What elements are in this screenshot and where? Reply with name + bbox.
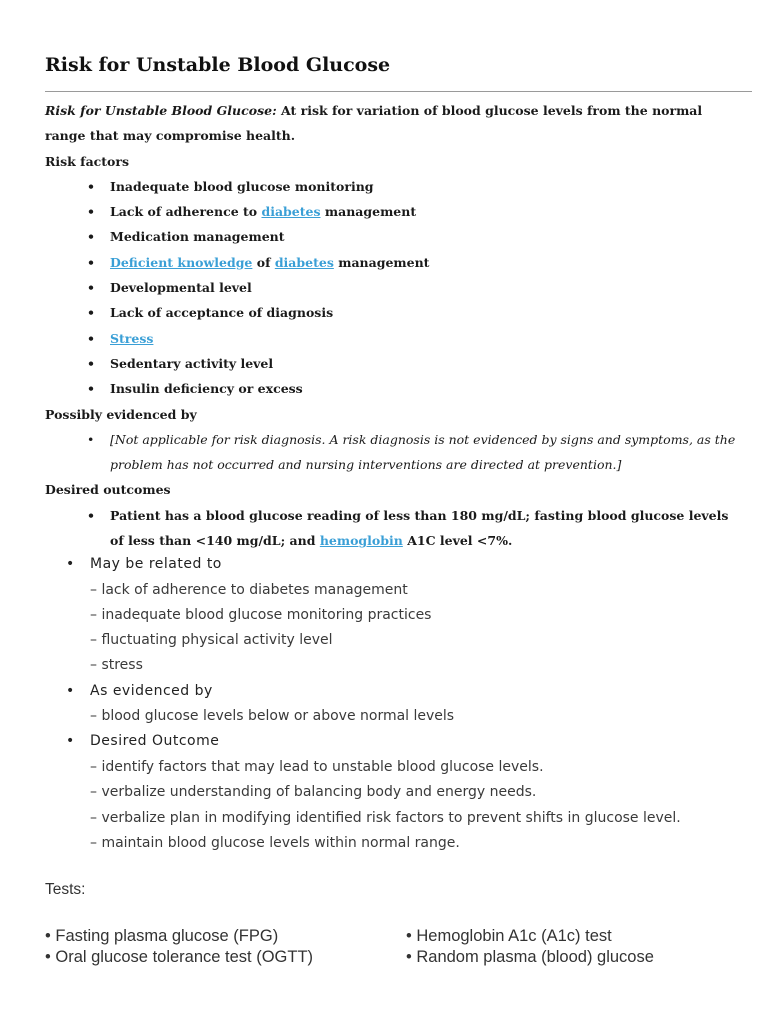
outcomes-list	[45, 503, 745, 554]
inline-text: management	[333, 254, 430, 270]
risk-factors-list	[45, 174, 745, 402]
inline-link[interactable]: Stress	[110, 330, 154, 346]
risk-factor-item	[45, 376, 745, 401]
inline-text: Medication management	[110, 229, 285, 245]
section-line: – stress	[90, 657, 143, 674]
inline-text: Lack of adherence to	[110, 204, 262, 220]
risk-factor-item	[45, 250, 745, 275]
definition	[45, 98, 745, 149]
evidenced-heading: Possibly evidenced by	[45, 406, 197, 422]
risk-factor-item	[45, 275, 745, 300]
outcomes-heading: Desired outcomes	[45, 482, 171, 498]
risk-factor-item	[45, 174, 745, 199]
test-item: • Oral glucose tolerance test (OGTT)	[45, 948, 314, 966]
document-body	[45, 98, 745, 553]
inline-text: Inadequate blood glucose monitoring	[110, 178, 374, 194]
section-line: – identify factors that may lead to unstable blood glucose levels.	[90, 758, 544, 775]
section-heading: • Desired Outcome	[66, 729, 746, 755]
risk-factor-item	[45, 224, 745, 249]
inline-text: A1C level <7%.	[402, 533, 513, 549]
section-line: – fluctuating physical activity level	[90, 632, 333, 649]
section-line: – verbalize plan in modifying identified risk factors to prevent shifts in glucose level.	[90, 809, 681, 826]
inline-text: management	[320, 204, 417, 220]
inline-link[interactable]: diabetes	[274, 254, 334, 270]
risk-factor-item	[45, 326, 745, 351]
section-line: – inadequate blood glucose monitoring practices	[90, 606, 432, 623]
risk-factor-item	[45, 351, 745, 376]
section-heading: • As evidenced by	[66, 679, 746, 705]
inline-text: of	[252, 254, 275, 270]
section-line: – lack of adherence to diabetes management	[90, 581, 408, 598]
tests-column-left	[45, 926, 313, 968]
title-divider	[45, 91, 752, 92]
section-line: – maintain blood glucose levels within normal range.	[90, 834, 460, 851]
test-item: • Fasting plasma glucose (FPG)	[45, 927, 279, 945]
inline-text: Developmental level	[110, 280, 252, 296]
page-title: Risk for Unstable Blood Glucose	[45, 54, 391, 76]
section-heading: • May be related to	[66, 552, 746, 578]
inline-text: Sedentary activity level	[110, 355, 274, 371]
section-line: – verbalize understanding of balancing body and energy needs.	[90, 784, 537, 801]
inline-link[interactable]: hemoglobin	[319, 533, 403, 549]
inline-text: Patient has a blood glucose reading of less than 180 mg/dL; fasting blood glucose levels of less than <140 mg/dL; and	[110, 507, 729, 549]
inline-text: Insulin deficiency or excess	[110, 381, 303, 397]
tests-column-right	[406, 926, 654, 968]
evidenced-list	[45, 427, 745, 478]
section-line: – blood glucose levels below or above normal levels	[90, 708, 455, 725]
nursing-plan-section	[66, 552, 746, 856]
inline-link[interactable]: Deficient knowledge	[110, 254, 253, 270]
risk-factor-item	[45, 300, 745, 325]
risk-factor-item	[45, 199, 745, 224]
definition-term: Risk for Unstable Blood Glucose:	[45, 103, 277, 118]
inline-text: Lack of acceptance of diagnosis	[110, 305, 334, 321]
inline-link[interactable]: diabetes	[261, 204, 321, 220]
risk-factors-heading: Risk factors	[45, 153, 130, 169]
evidenced-item: • [Not applicable for risk diagnosis. A risk diagnosis is not evidenced by signs and symptoms, as the problem has not occurred and nursing interventions are directed at prevention.]	[45, 427, 745, 478]
tests-label: Tests:	[45, 881, 86, 898]
test-item: • Random plasma (blood) glucose	[406, 948, 654, 966]
definition-text: At risk for variation of blood glucose levels from the normal range that may compromise health.	[45, 103, 703, 144]
test-item: • Hemoglobin A1c (A1c) test	[406, 927, 612, 945]
outcome-item	[45, 503, 745, 554]
